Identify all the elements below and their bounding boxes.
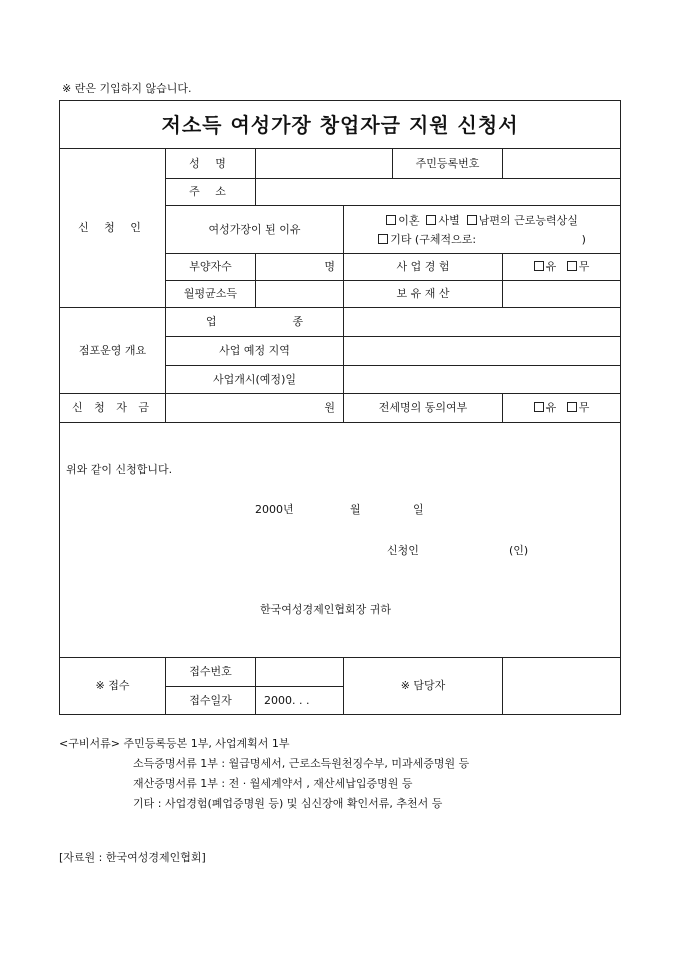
experience-no-checkbox[interactable] xyxy=(567,261,577,271)
documents-line2: 소득증명서류 1부 : 월급명세서, 근로소득원천징수부, 미과세증명원 등 xyxy=(133,757,470,770)
required-documents xyxy=(59,734,469,814)
receipt-date-label: 접수일자 xyxy=(166,687,256,715)
reason-label: 여성가장이 된 이유 xyxy=(166,206,344,254)
region-label: 사업 예정 지역 xyxy=(166,337,344,366)
id-label: 주민등록번호 xyxy=(393,149,503,179)
name-field[interactable] xyxy=(256,149,393,179)
divorce-checkbox[interactable] xyxy=(386,215,396,225)
officer-field[interactable] xyxy=(503,658,621,715)
documents-head: <구비서류> xyxy=(59,737,120,750)
declaration-statement: 위와 같이 신청합니다. xyxy=(66,463,173,476)
receipt-date-field[interactable]: 2000. . . xyxy=(256,687,344,715)
bereavement-label: 사별 xyxy=(438,213,460,227)
consent-no-checkbox[interactable] xyxy=(567,402,577,412)
dependents-label: 부양자수 xyxy=(166,254,256,281)
consent-yes-checkbox[interactable] xyxy=(534,402,544,412)
consent-label: 전세명의 동의여부 xyxy=(344,394,503,423)
store-label: 점포운영 개요 xyxy=(60,308,166,394)
income-field[interactable] xyxy=(256,281,344,308)
start-date-field[interactable] xyxy=(344,366,621,394)
experience-label: 사 업 경 험 xyxy=(344,254,503,281)
application-form xyxy=(59,100,621,715)
assets-field[interactable] xyxy=(503,281,621,308)
husband-incapacity-checkbox[interactable] xyxy=(467,215,477,225)
declaration-seal: (인) xyxy=(509,544,529,557)
consent-yes-label: 유 xyxy=(545,401,557,414)
receipt-label: ※ 접수 xyxy=(60,658,166,715)
source-note: [자료원 : 한국여성경제인협회] xyxy=(59,851,206,864)
dependents-field[interactable] xyxy=(256,254,344,281)
start-date-label: 사업개시(예정)일 xyxy=(166,366,344,394)
other-reason-close: ) xyxy=(581,232,586,246)
declaration-addressee: 한국여성경제인협회장 귀하 xyxy=(260,603,392,616)
declaration-year: 2000년 xyxy=(255,503,294,516)
industry-label: 업 종 xyxy=(166,308,344,337)
dependents-unit: 명 xyxy=(324,260,335,273)
other-reason-label: 기타 (구체적으로: xyxy=(390,232,477,246)
declaration-month: 월 xyxy=(350,503,361,516)
bereavement-checkbox[interactable] xyxy=(426,215,436,225)
name-label: 성 명 xyxy=(166,149,256,179)
form-title: 저소득 여성가장 창업자금 지원 신청서 xyxy=(60,101,621,149)
applicant-label: 신 청 인 xyxy=(60,149,166,308)
experience-yes-label: 유 xyxy=(545,260,557,273)
documents-line4: 기타 : 사업경험(폐업증명원 등) 및 심신장애 확인서류, 추천서 등 xyxy=(133,797,443,810)
note-top: ※ 란은 기입하지 않습니다. xyxy=(62,82,192,95)
funds-field[interactable] xyxy=(166,394,344,423)
consent-no-label: 무 xyxy=(578,401,590,414)
documents-line1: 주민등록등본 1부, 사업계획서 1부 xyxy=(123,737,290,750)
experience-yes-checkbox[interactable] xyxy=(534,261,544,271)
declaration-area xyxy=(60,423,621,658)
address-field[interactable] xyxy=(256,179,621,206)
experience-no-label: 무 xyxy=(578,260,590,273)
declaration-applicant: 신청인 xyxy=(387,544,419,557)
receipt-number-field[interactable] xyxy=(256,658,344,687)
divorce-label: 이혼 xyxy=(398,213,420,227)
documents-line3: 재산증명서류 1부 : 전 · 월세계약서 , 재산세납입증명원 등 xyxy=(133,777,413,790)
assets-label: 보 유 재 산 xyxy=(344,281,503,308)
industry-field[interactable] xyxy=(344,308,621,337)
id-field[interactable] xyxy=(503,149,621,179)
other-reason-checkbox[interactable] xyxy=(378,234,388,244)
funds-unit: 원 xyxy=(324,401,335,414)
husband-incapacity-label: 남편의 근로능력상실 xyxy=(478,213,578,227)
receipt-number-label: 접수번호 xyxy=(166,658,256,687)
address-label: 주 소 xyxy=(166,179,256,206)
consent-options xyxy=(503,394,621,423)
experience-options xyxy=(503,254,621,281)
declaration-day: 일 xyxy=(413,503,424,516)
income-label: 월평균소득 xyxy=(166,281,256,308)
reason-options xyxy=(344,206,621,254)
officer-label: ※ 담당자 xyxy=(344,658,503,715)
region-field[interactable] xyxy=(344,337,621,366)
funds-label: 신 청 자 금 xyxy=(60,394,166,423)
